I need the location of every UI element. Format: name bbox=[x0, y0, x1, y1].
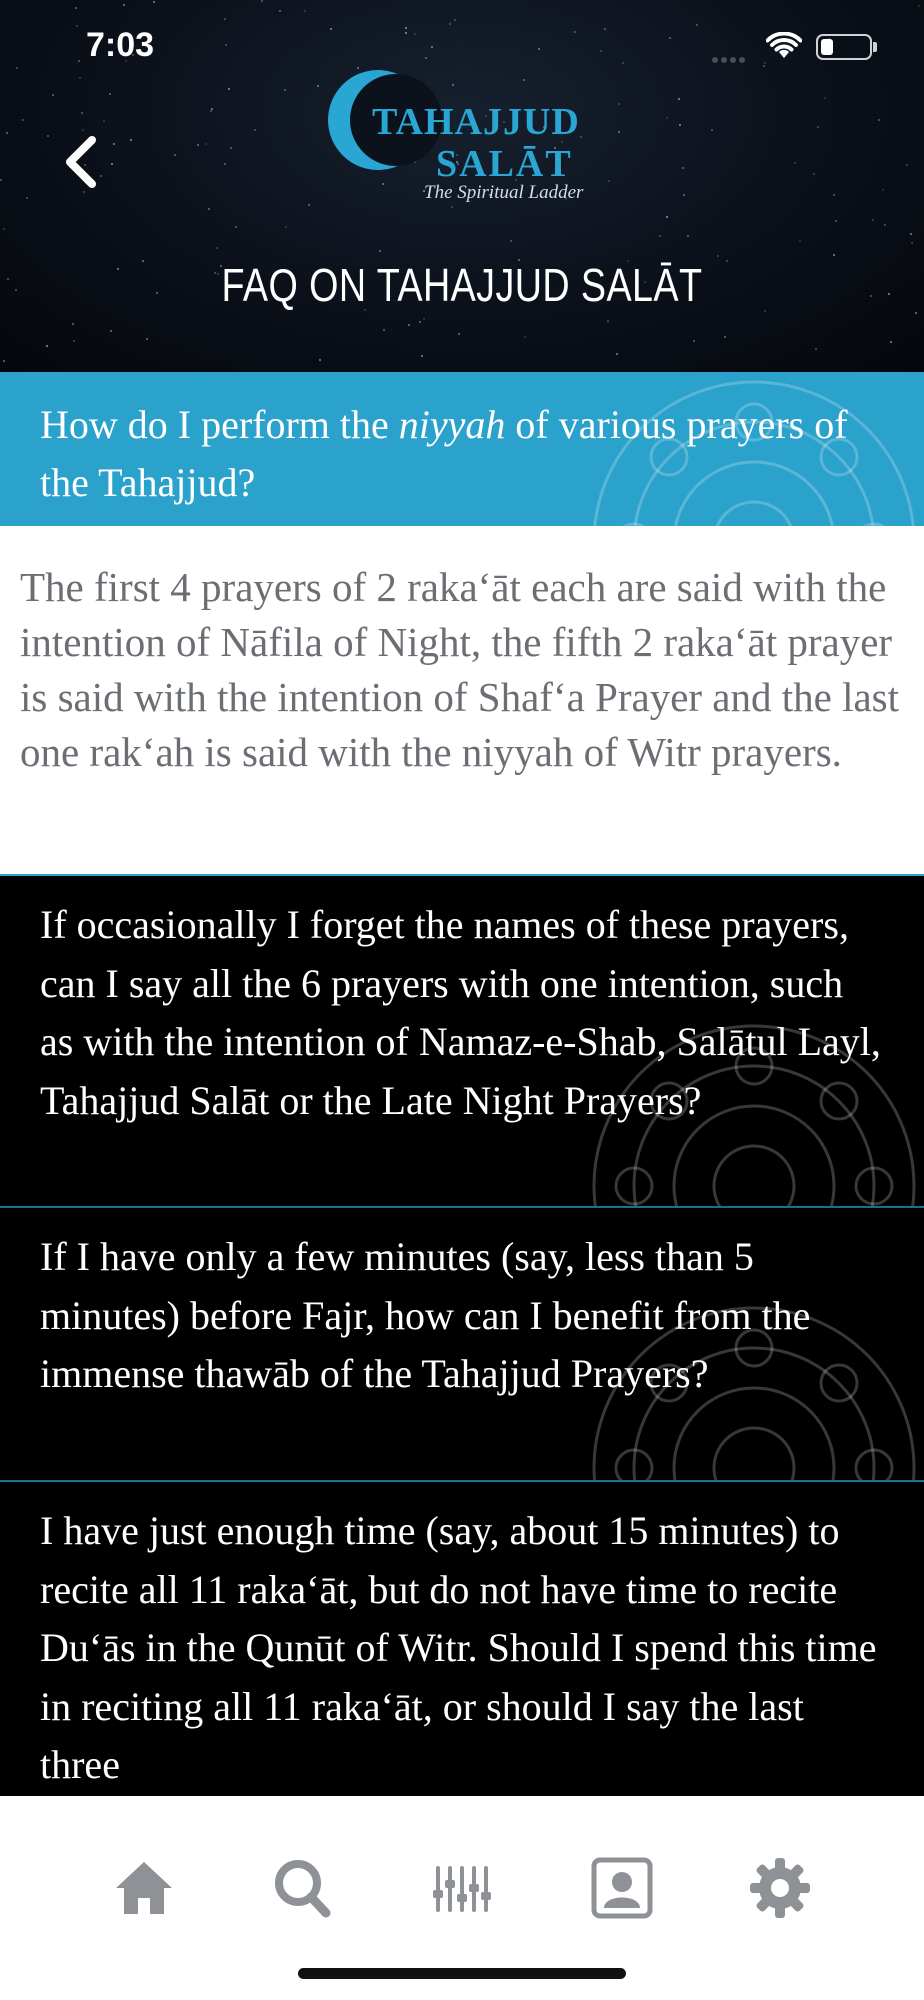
battery-icon bbox=[816, 34, 872, 60]
star bbox=[197, 144, 199, 146]
settings-icon[interactable] bbox=[748, 1856, 812, 1920]
star bbox=[7, 278, 9, 280]
star bbox=[824, 97, 826, 99]
star bbox=[103, 120, 105, 122]
faq-question-expanded[interactable] bbox=[0, 372, 924, 526]
star bbox=[208, 208, 210, 210]
star bbox=[72, 323, 74, 325]
star bbox=[510, 240, 512, 242]
star bbox=[669, 37, 671, 39]
star bbox=[616, 353, 618, 355]
star bbox=[888, 293, 890, 295]
star bbox=[622, 62, 624, 64]
star bbox=[890, 341, 892, 343]
star bbox=[73, 340, 75, 342]
star bbox=[906, 164, 908, 166]
star bbox=[604, 28, 606, 30]
mixer-icon[interactable] bbox=[430, 1856, 494, 1920]
star bbox=[524, 336, 526, 338]
star bbox=[81, 112, 83, 114]
star bbox=[454, 19, 456, 21]
battery-nub bbox=[873, 42, 877, 52]
star bbox=[918, 5, 920, 7]
star bbox=[230, 147, 232, 149]
star bbox=[3, 360, 5, 362]
star bbox=[26, 197, 28, 199]
question-text: If I have only a few minutes (say, less than 5 minutes) before Fajr, how can I benefit from the immense thawāb of the Tahajjud Prayers? bbox=[40, 1234, 811, 1396]
contact-icon[interactable] bbox=[590, 1856, 654, 1920]
question-text: If occasionally I forget the names of these prayers, can I say all the 6 prayers with one intention, such as with the intention of Namaz-e-Shab, Salātul Layl, Tahajjud Salāt or the Late Night Prayers? bbox=[40, 902, 881, 1123]
star bbox=[414, 33, 416, 35]
star bbox=[224, 18, 226, 20]
star bbox=[16, 67, 18, 69]
star bbox=[794, 162, 796, 164]
star bbox=[915, 312, 917, 314]
star bbox=[911, 242, 913, 244]
star bbox=[304, 10, 306, 12]
star bbox=[82, 129, 84, 131]
star bbox=[405, 32, 407, 34]
star bbox=[574, 31, 576, 33]
home-indicator[interactable] bbox=[298, 1968, 626, 1979]
star bbox=[210, 110, 212, 112]
star bbox=[0, 179, 2, 181]
page-title: FAQ ON TAHAJJUD SALĀT bbox=[221, 259, 703, 311]
star bbox=[78, 60, 80, 62]
star bbox=[6, 132, 8, 134]
star bbox=[228, 88, 230, 90]
star bbox=[79, 77, 81, 79]
star bbox=[216, 247, 218, 249]
star bbox=[254, 129, 256, 131]
star bbox=[15, 289, 17, 291]
star bbox=[618, 131, 620, 133]
star bbox=[174, 154, 176, 156]
star bbox=[308, 204, 310, 206]
star bbox=[383, 329, 385, 331]
star bbox=[884, 224, 886, 226]
faq-question[interactable] bbox=[0, 1482, 924, 1796]
star bbox=[83, 191, 85, 193]
star bbox=[711, 129, 713, 131]
star bbox=[52, 94, 54, 96]
star bbox=[425, 57, 427, 59]
star bbox=[882, 189, 884, 191]
star bbox=[682, 167, 684, 169]
star bbox=[330, 28, 332, 30]
home-icon[interactable] bbox=[112, 1856, 176, 1920]
star bbox=[285, 226, 287, 228]
star bbox=[607, 320, 609, 322]
question-text: I have just enough time (say, about 15 minutes) to recite all 11 raka‘āt, but do not have time to recite Du‘ās in the Qunūt of Witr. Should I spend this time in reciting all 11 raka‘āt, or should I say the last three bbox=[40, 1508, 877, 1787]
logo-line-1: TAHAJJUD bbox=[372, 101, 580, 143]
star bbox=[423, 318, 425, 320]
star bbox=[693, 340, 695, 342]
faq-question[interactable] bbox=[0, 876, 924, 1208]
faq-question[interactable] bbox=[0, 1208, 924, 1482]
tab-bar bbox=[0, 1796, 924, 2000]
star bbox=[679, 124, 681, 126]
star bbox=[46, 345, 48, 347]
star bbox=[3, 228, 5, 230]
star bbox=[813, 173, 815, 175]
star bbox=[872, 219, 874, 221]
star bbox=[717, 255, 719, 257]
star bbox=[75, 7, 77, 9]
star bbox=[76, 25, 78, 27]
star bbox=[458, 333, 460, 335]
star bbox=[817, 126, 819, 128]
star bbox=[833, 254, 835, 256]
star bbox=[764, 62, 766, 64]
star bbox=[724, 336, 726, 338]
star bbox=[696, 24, 698, 26]
star bbox=[130, 139, 132, 141]
star bbox=[153, 1, 155, 3]
star bbox=[22, 119, 24, 121]
faq-answer: The first 4 prayers of 2 raka‘āt each are said with the intention of Nāfila of Night, the fifth 2 raka‘āt prayer is said with the intention of Shaf‘a Prayer and the last one rak‘ah is said with the niyyah of Witr prayers. bbox=[0, 526, 924, 876]
star bbox=[815, 348, 817, 350]
star bbox=[224, 163, 226, 165]
star bbox=[431, 46, 433, 48]
star bbox=[319, 359, 321, 361]
star bbox=[608, 180, 610, 182]
star bbox=[538, 48, 540, 50]
star bbox=[100, 175, 102, 177]
star bbox=[109, 93, 111, 95]
star bbox=[261, 0, 263, 2]
star bbox=[405, 27, 407, 29]
header bbox=[0, 0, 924, 372]
star bbox=[421, 355, 423, 357]
star bbox=[205, 143, 207, 145]
star bbox=[110, 330, 112, 332]
star bbox=[799, 240, 801, 242]
star bbox=[666, 117, 668, 119]
question-text-end: of various prayers of the Tahajjud? bbox=[40, 402, 848, 505]
star bbox=[408, 324, 410, 326]
star bbox=[600, 50, 602, 52]
star bbox=[279, 10, 281, 12]
star bbox=[123, 4, 125, 6]
star bbox=[678, 98, 680, 100]
star bbox=[618, 103, 620, 105]
search-icon[interactable] bbox=[270, 1856, 334, 1920]
star bbox=[225, 44, 227, 46]
star bbox=[833, 194, 835, 196]
star bbox=[835, 220, 837, 222]
star bbox=[235, 226, 237, 228]
star bbox=[284, 89, 286, 91]
star bbox=[47, 135, 49, 137]
status-time: 7:03 bbox=[86, 26, 155, 64]
logo-tagline: The Spiritual Ladder bbox=[424, 182, 584, 203]
cellular-signal-icon bbox=[712, 50, 756, 58]
logo-line-2: SALĀT bbox=[436, 143, 573, 185]
question-text-start: How do I perform the bbox=[40, 402, 399, 447]
star bbox=[870, 295, 872, 297]
wifi-icon bbox=[766, 32, 802, 60]
faq-list[interactable] bbox=[0, 372, 924, 1796]
question-text-italic: niyyah bbox=[398, 402, 506, 447]
star bbox=[763, 65, 765, 67]
star bbox=[683, 194, 685, 196]
star bbox=[687, 235, 689, 237]
star bbox=[910, 233, 912, 235]
star bbox=[111, 163, 113, 165]
star bbox=[113, 143, 115, 145]
star bbox=[357, 67, 359, 69]
app-logo bbox=[328, 70, 598, 210]
star bbox=[878, 119, 880, 121]
star bbox=[146, 338, 148, 340]
star bbox=[659, 235, 661, 237]
star bbox=[379, 250, 381, 252]
star bbox=[419, 321, 421, 323]
star bbox=[666, 216, 668, 218]
back-button[interactable] bbox=[60, 134, 100, 190]
star bbox=[317, 85, 319, 87]
star bbox=[449, 23, 451, 25]
mandala-ornament bbox=[584, 372, 924, 526]
